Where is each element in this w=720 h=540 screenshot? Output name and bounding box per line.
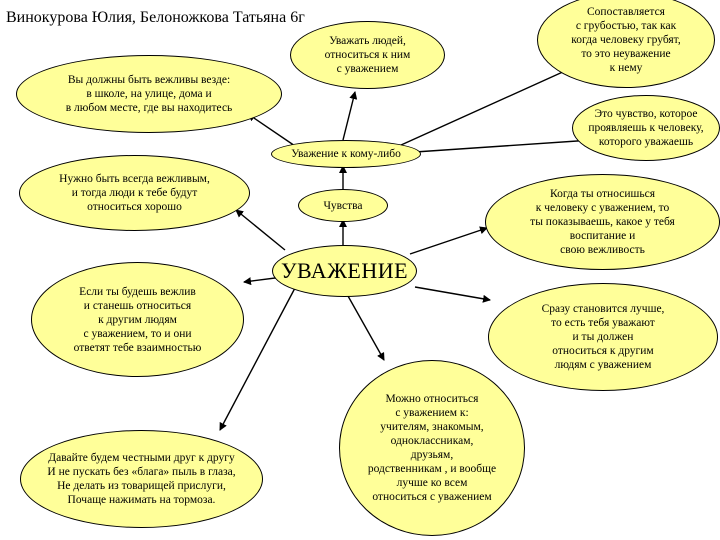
node-feeling-shown: Это чувство, которое проявляешь к человеку, которого уважаешь: [572, 95, 720, 161]
node-honest: Давайте будем честными друг к другу И не пускать без «блага» пыль в глаза, Не делать из товарищей прислуги, Почаще нажимать на тормоза.: [20, 430, 263, 528]
center-node: УВАЖЕНИЕ: [272, 245, 417, 297]
arrow-to-show-upbringing: [410, 228, 487, 254]
node-better: Сразу становится лучше, то есть тебя уважают и ты должен относиться к другим людям с уважением: [488, 283, 718, 391]
node-feelings: Чувства: [298, 189, 388, 222]
node-can-treat: Можно относиться с уважением к: учителям, знакомым, одноклассникам, друзьям, родственникам , и вообще лучше ко всем относиться с уважением: [339, 360, 525, 536]
node-respect-people: Уважать людей, относиться к ним с уважением: [290, 21, 445, 89]
node-mutual: Если ты будешь вежлив и станешь относиться к другим людям с уважением, то и они ответят тебе взаимностью: [31, 262, 244, 377]
arrow-to-respect-people: [343, 92, 355, 140]
node-respect-for-someone: Уважение к кому-либо: [271, 140, 421, 168]
arrow-to-always-polite: [236, 210, 285, 250]
arrow-to-can-treat: [348, 296, 384, 360]
node-compared: Сопоставляется с грубостью, так как когда человеку грубят, то это неуважение к нему: [537, 0, 715, 88]
arrow-to-better: [415, 287, 490, 300]
node-polite-everywhere: Вы должны быть вежливы везде: в школе, на улице, дома и в любом месте, где вы находитесь: [16, 55, 282, 133]
page-title: Винокурова Юлия, Белоножкова Татьяна 6г: [6, 9, 305, 26]
arrow-to-polite-everywhere: [248, 114, 298, 148]
node-show-upbringing: Когда ты относишься к человеку с уважением, то ты показываешь, какое у тебя воспитание и свою вежливость: [485, 174, 720, 270]
node-always-polite: Нужно быть всегда вежливым, и тогда люди к тебе будут относиться хорошо: [19, 155, 250, 231]
arrow-to-feeling-shown: [415, 140, 592, 152]
